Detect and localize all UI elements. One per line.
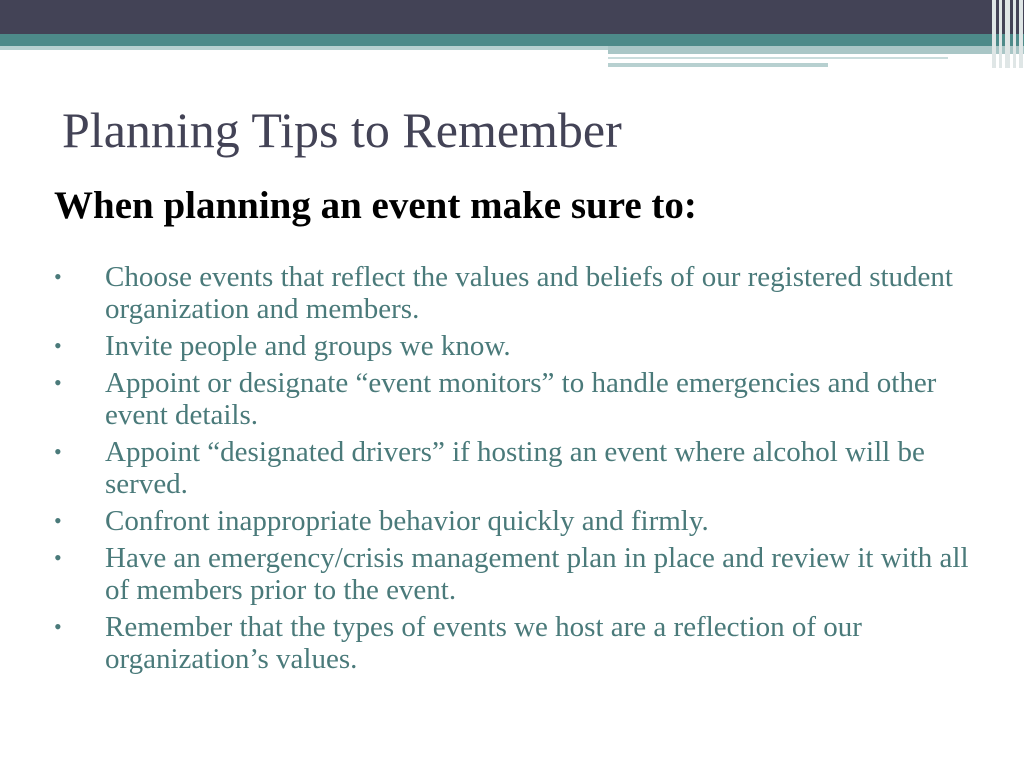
bullet-icon: • (54, 370, 62, 395)
bullet-icon: • (54, 264, 62, 289)
bullet-icon: • (54, 333, 62, 358)
slide-subtitle: When planning an event make sure to: (54, 184, 697, 227)
bullet-text: Confront inappropriate behavior quickly and firmly. (105, 505, 709, 537)
banner-dark-band (0, 0, 1024, 34)
bullet-text: Have an emergency/crisis management plan in place and review it with all of members prior to the event. (105, 542, 969, 606)
bullet-list (54, 261, 974, 680)
banner-accent-line (608, 57, 948, 59)
bullet-icon: • (54, 545, 62, 570)
banner-pale-line (0, 46, 608, 50)
list-item (54, 436, 974, 500)
list-item (54, 505, 974, 537)
bullet-text: Appoint or designate “event monitors” to handle emergencies and other event details. (105, 367, 937, 431)
slide-title: Planning Tips to Remember (62, 102, 622, 158)
list-item (54, 542, 974, 606)
bullet-icon: • (54, 439, 62, 464)
banner-teal-band (0, 34, 1024, 46)
bullet-icon: • (54, 508, 62, 533)
list-item (54, 367, 974, 431)
banner-accent-line (608, 63, 828, 67)
list-item (54, 261, 974, 325)
bullet-text: Choose events that reflect the values and beliefs of our registered student organization and members. (105, 261, 953, 325)
banner-accent-line (608, 46, 1024, 54)
banner-vertical-stripes (990, 0, 1024, 68)
list-item (54, 330, 974, 362)
list-item (54, 611, 974, 675)
bullet-text: Invite people and groups we know. (105, 330, 511, 362)
bullet-icon: • (54, 614, 62, 639)
bullet-text: Remember that the types of events we host are a reflection of our organization’s values. (105, 611, 862, 675)
bullet-text: Appoint “designated drivers” if hosting an event where alcohol will be served. (105, 436, 925, 500)
